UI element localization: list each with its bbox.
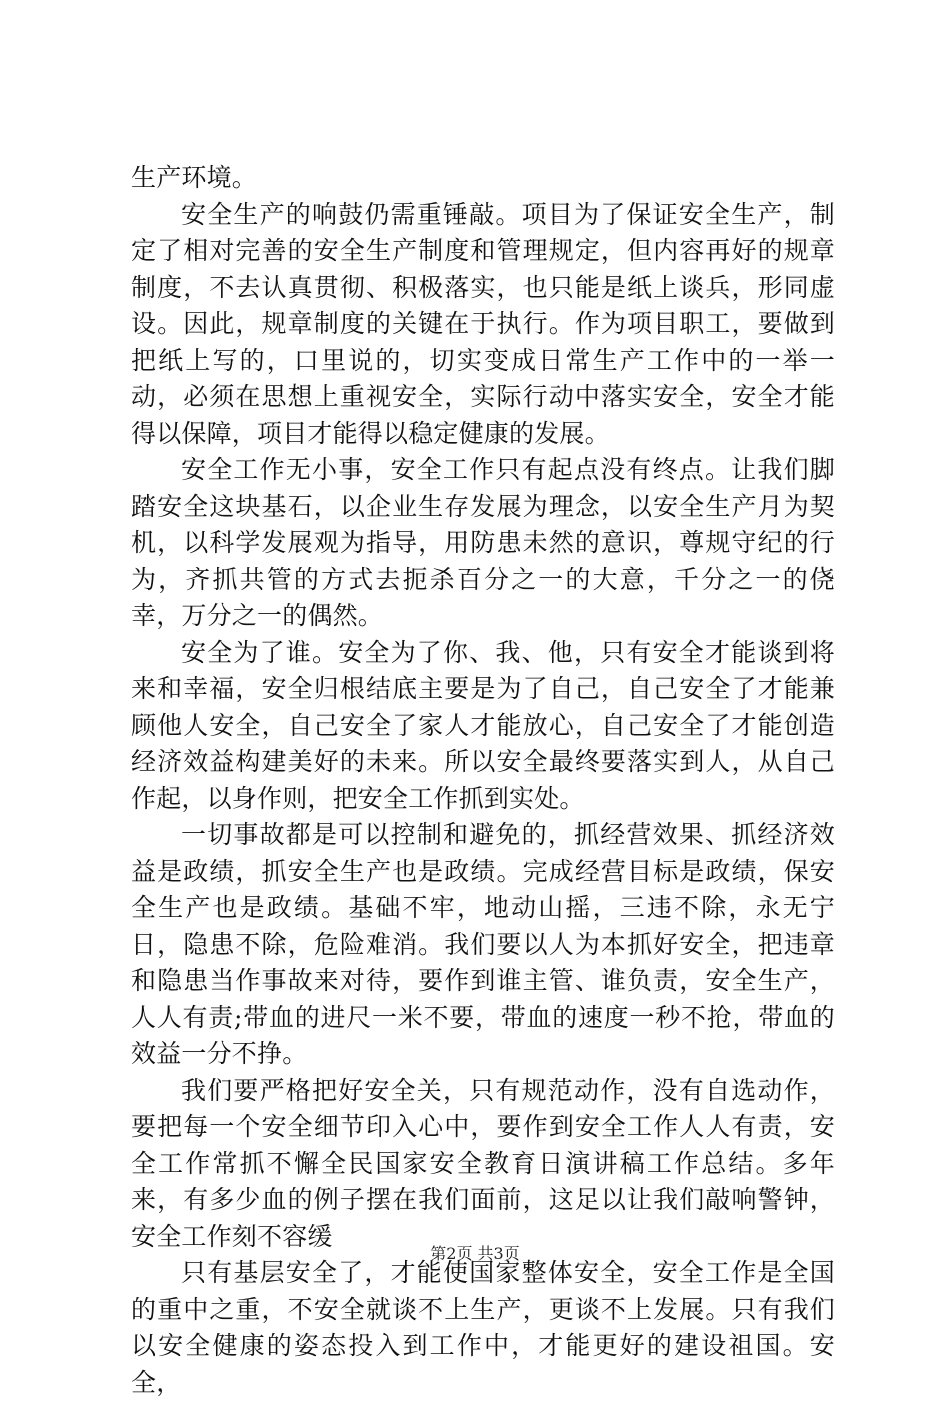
paragraph: 只有基层安全了，才能使国家整体安全，安全工作是全国的重中之重，不安全就谈不上生产，更谈不上发展。只有我们以安全健康的姿态投入到工作中，才能更好的建设祖国。安全， (131, 1258, 835, 1397)
paragraph: 安全生产的响鼓仍需重锤敲。项目为了保证安全生产，制定了相对完善的安全生产制度和管理规定，但内容再好的规章制度，不去认真贯彻、积极落实，也只能是纸上谈兵，形同虚设。因此，规章制度的关键在于执行。作为项目职工，要做到把纸上写的，口里说的，切实变成日常生产工作中的一举一动，必须在思想上重视安全，实际行动中落实安全，安全才能得以保障，项目才能得以稳定健康的发展。 (131, 199, 835, 448)
paragraph: 一切事故都是可以控制和避免的，抓经营效果、抓经济效益是政绩，抓安全生产也是政绩。完成经营目标是政绩，保安全生产也是政绩。基础不牢，地动山摇，三违不除，永无宁日，隐患不除，危险难消。我们要以人为本抓好安全，把违章和隐患当作事故来对待，要作到谁主管、谁负责，安全生产，人人有责;带血的进尺一米不要，带血的速度一秒不抢，带血的效益一分不挣。 (131, 820, 835, 1068)
document-body (131, 160, 835, 1401)
paragraph: 安全为了谁。安全为了你、我、他，只有安全才能谈到将来和幸福，安全归根结底主要是为了自己，自己安全了才能兼顾他人安全，自己安全了家人才能放心，自己安全了才能创造经济效益构建美好的未来。所以安全最终要落实到人，从自己作起，以身作则，把安全工作抓到实处。 (131, 637, 835, 813)
page-number-footer: 第2页 共3页 (430, 1244, 520, 1263)
paragraph-continuation: 生产环境。 (131, 163, 258, 192)
paragraph: 我们要严格把好安全关，只有规范动作，没有自选动作，要把每一个安全细节印入心中，要作到安全工作人人有责，安全工作常抓不懈全民国家安全教育日演讲稿工作总结。多年来，有多少血的例子摆在我们面前，这足以让我们敲响警钟，安全工作刻不容缓 (131, 1075, 835, 1251)
paragraph: 安全工作无小事，安全工作只有起点没有终点。让我们脚踏安全这块基石，以企业生存发展为理念，以安全生产月为契机，以科学发展观为指导，用防患未然的意识，尊规守纪的行为，齐抓共管的方式去扼杀百分之一的大意，千分之一的侥幸，万分之一的偶然。 (131, 455, 835, 630)
